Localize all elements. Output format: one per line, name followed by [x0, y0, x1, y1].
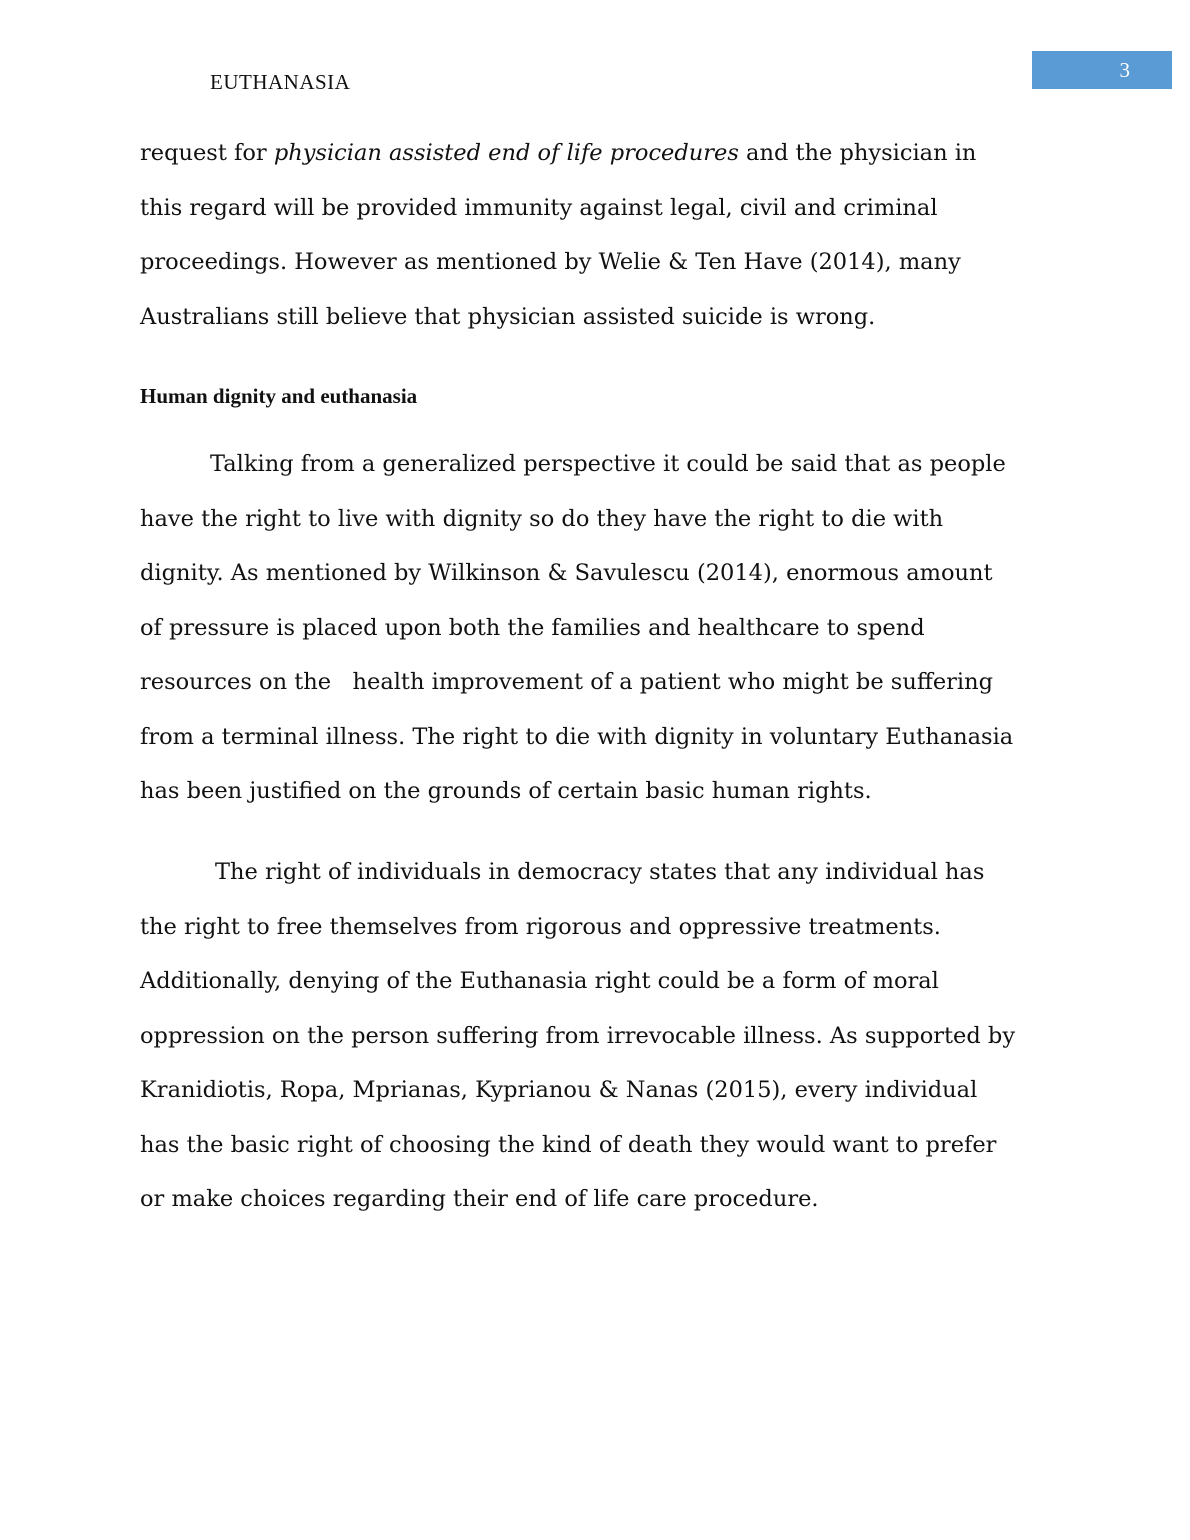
paragraph-continuation	[140, 126, 1060, 344]
paragraph-individual-rights	[140, 845, 1060, 1227]
line-text: request for	[140, 140, 274, 166]
line-text: and the physician in	[738, 140, 977, 166]
paragraph-line: proceedings. However as mentioned by Welie & Ten Have (2014), many	[140, 249, 961, 275]
paragraph-line: has the basic right of choosing the kind of death they would want to prefer	[140, 1131, 997, 1158]
paragraph-line: or make choices regarding their end of life care procedure.	[140, 1186, 819, 1212]
paragraph-line: oppression on the person suffering from irrevocable illness. As supported by	[140, 1022, 1016, 1049]
paragraph-human-dignity	[140, 437, 1060, 819]
paragraph-line: this regard will be provided immunity against legal, civil and criminal	[140, 194, 938, 221]
page-number: 3	[1119, 57, 1130, 82]
paragraph-line: of pressure is placed upon both the families and healthcare to spend	[140, 614, 925, 641]
paragraph-line	[140, 126, 1060, 181]
paragraph-line: Additionally, denying of the Euthanasia right could be a form of moral	[140, 968, 939, 994]
paragraph-line: Talking from a generalized perspective it could be said that as people	[210, 451, 1006, 477]
paragraph-line: Kranidiotis, Ropa, Mprianas, Kyprianou & Nanas (2015), every individual	[140, 1077, 978, 1103]
paragraph-line: dignity. As mentioned by Wilkinson & Savulescu (2014), enormous amount	[140, 560, 993, 586]
paragraph-line: the right to free themselves from rigorous and oppressive treatments.	[140, 913, 941, 940]
running-head: EUTHANASIA	[210, 70, 351, 94]
paragraph-line: have the right to live with dignity so do they have the right to die with	[140, 505, 944, 532]
paragraph-line: from a terminal illness. The right to die with dignity in voluntary Euthanasia	[140, 723, 1014, 750]
page-number-box	[1032, 51, 1172, 89]
paragraph-line: The right of individuals in democracy states that any individual has	[215, 859, 985, 885]
paragraph-line: has been justified on the grounds of certain basic human rights.	[140, 778, 872, 804]
paragraph-line: resources on the health improvement of a patient who might be suffering	[140, 669, 993, 695]
section-heading: Human dignity and euthanasia	[140, 384, 418, 408]
italic-term: physician assisted end of life procedures	[273, 140, 739, 166]
paragraph-line: Australians still believe that physician assisted suicide is wrong.	[140, 303, 876, 330]
